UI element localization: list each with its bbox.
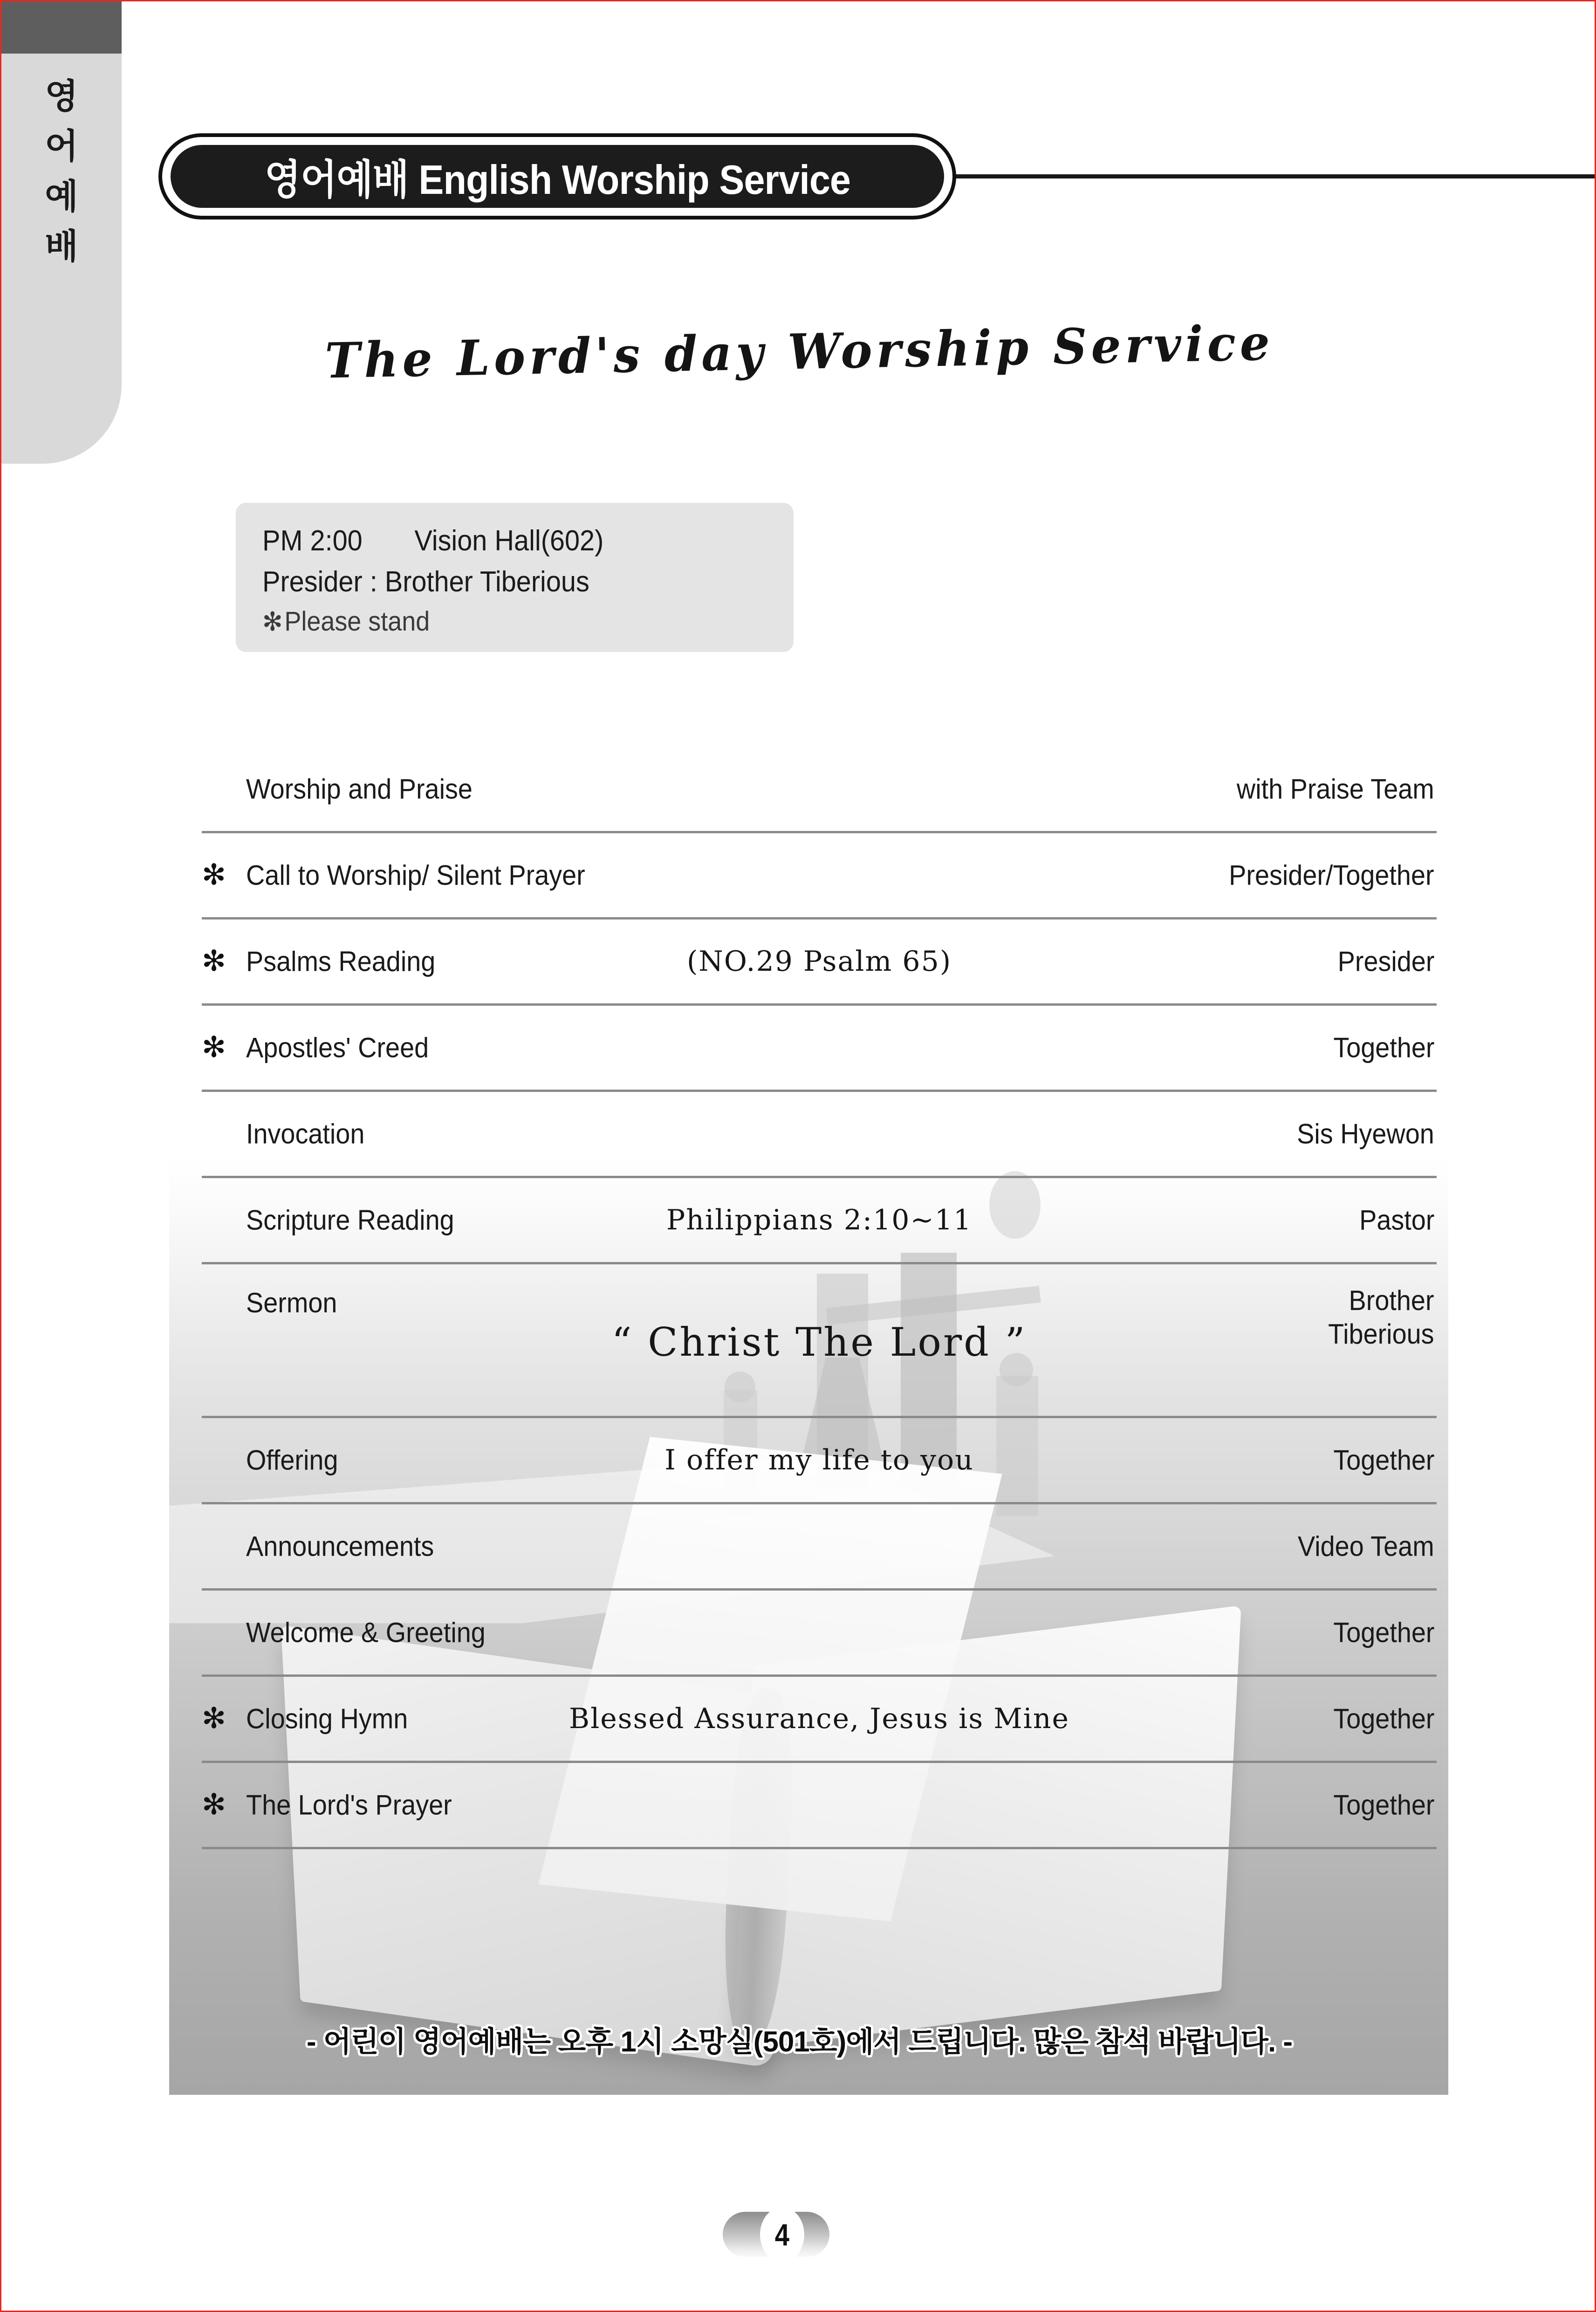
table-row xyxy=(202,833,1437,919)
sermon-speaker-line2: Tiberious xyxy=(1328,1318,1434,1350)
service-script-title: The Lord's day Worship Service xyxy=(324,314,1274,390)
page-number-badge xyxy=(760,2207,804,2262)
row-item-leader: Together xyxy=(1333,1703,1434,1735)
asterisk-icon: ✻ xyxy=(262,607,285,637)
info-presider: Presider : Brother Tiberious xyxy=(262,566,589,598)
sermon-speaker-line1: Brother xyxy=(1349,1285,1434,1316)
row-item-name: Apostles' Creed xyxy=(246,1032,429,1063)
section-title-pill-inner xyxy=(171,145,944,208)
row-item-name: The Lord's Prayer xyxy=(246,1789,452,1821)
sermon-title: “ Christ The Lord ” xyxy=(611,1319,1027,1365)
table-row xyxy=(202,919,1437,1006)
table-row xyxy=(202,1006,1437,1092)
row-item-detail: Blessed Assurance, Jesus is Mine xyxy=(569,1702,1069,1735)
row-item-leader: Together xyxy=(1333,1789,1434,1821)
row-asterisk: ✻ xyxy=(202,1031,226,1063)
side-tab-char-4: 배 xyxy=(45,226,78,266)
row-asterisk: ✻ xyxy=(202,1789,226,1821)
row-asterisk: ✻ xyxy=(202,1702,226,1735)
children-service-note: - 어린이 영어예배는 오후 1시 소망실(501호)에서 드립니다. 많은 참석 바랍니다. - xyxy=(306,2026,1293,2058)
row-item-leader: Together xyxy=(1333,1032,1434,1063)
row-item-detail: Philippians 2:10~11 xyxy=(666,1204,973,1236)
page-number: 4 xyxy=(774,2217,790,2252)
row-item-name: Welcome & Greeting xyxy=(246,1617,486,1648)
row-item-detail: I offer my life to you xyxy=(664,1444,974,1476)
row-item-name: Invocation xyxy=(246,1118,365,1150)
table-row xyxy=(202,1504,1437,1591)
row-item-name: Sermon xyxy=(246,1287,337,1318)
section-title-pill xyxy=(158,133,956,220)
info-please-stand xyxy=(262,603,756,641)
table-row xyxy=(202,1763,1437,1849)
row-item-name: Closing Hymn xyxy=(246,1703,408,1735)
row-item-detail: (NO.29 Psalm 65) xyxy=(686,945,952,978)
row-item-name: Call to Worship/ Silent Prayer xyxy=(246,859,585,891)
side-tab-header-block xyxy=(1,1,122,54)
row-item-name: Psalms Reading xyxy=(246,946,436,977)
side-tab-char-2: 어 xyxy=(45,127,78,166)
row-item-name: Announcements xyxy=(246,1530,434,1562)
row-item-leader: Together xyxy=(1333,1444,1434,1476)
table-row xyxy=(202,1677,1437,1763)
table-row xyxy=(202,1092,1437,1178)
info-place: Vision Hall(602) xyxy=(414,525,604,557)
side-tab-char-1: 영 xyxy=(45,77,78,116)
info-stand-note: Please stand xyxy=(284,606,430,637)
row-asterisk: ✻ xyxy=(202,945,226,977)
row-item-leader: Presider/Together xyxy=(1229,859,1434,891)
row-item-leader: Together xyxy=(1333,1617,1434,1648)
row-item-leader xyxy=(1329,1284,1434,1351)
table-row xyxy=(202,1418,1437,1504)
table-row xyxy=(202,747,1437,833)
side-tab-label xyxy=(1,71,122,271)
table-row xyxy=(202,1178,1437,1264)
header-divider-rule xyxy=(910,174,1595,178)
row-item-name: Worship and Praise xyxy=(246,773,473,805)
side-tab-char-3: 예 xyxy=(45,177,78,216)
info-time-place xyxy=(262,521,756,562)
row-item-leader: with Praise Team xyxy=(1237,773,1434,805)
row-item-leader: Sis Hyewon xyxy=(1297,1118,1434,1150)
bulletin-page xyxy=(1,1,1595,2311)
row-item-name: Scripture Reading xyxy=(246,1204,454,1236)
table-row xyxy=(202,1591,1437,1677)
row-item-leader: Presider xyxy=(1337,946,1434,977)
info-time: PM 2:00 xyxy=(262,525,363,557)
row-asterisk: ✻ xyxy=(202,859,226,891)
order-of-service-table xyxy=(202,747,1437,1849)
page-title: 영어예배 English Worship Service xyxy=(264,156,850,203)
table-row-sermon xyxy=(202,1264,1437,1418)
row-item-name: Offering xyxy=(246,1444,338,1476)
service-info-box xyxy=(236,503,794,652)
row-item-leader: Pastor xyxy=(1359,1204,1434,1236)
row-item-leader: Video Team xyxy=(1298,1530,1434,1562)
